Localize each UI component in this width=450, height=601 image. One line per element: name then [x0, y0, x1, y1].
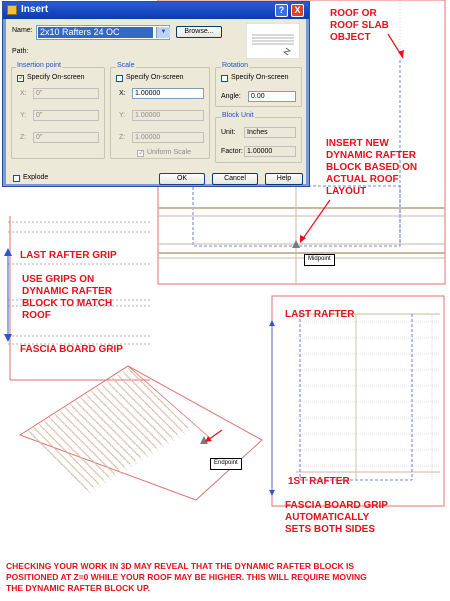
- scale-y-field[interactable]: [132, 110, 204, 121]
- scale-z-value: 1.00000: [135, 134, 161, 141]
- block-preview-image: [246, 23, 300, 59]
- insertion-y-field[interactable]: [33, 110, 99, 121]
- rafter-line: [30, 433, 90, 493]
- insert-block-line-4: ACTUAL ROOF: [326, 174, 399, 185]
- scale-specify-label: Specify On-screen: [126, 74, 184, 81]
- insertion-point-title: Insertion point: [17, 62, 61, 69]
- name-label: Name:: [12, 27, 33, 34]
- chevron-down-icon[interactable]: ▼: [156, 27, 170, 38]
- insertion-specify-label: Specify On-screen: [27, 74, 85, 81]
- rafter-line: [46, 423, 106, 483]
- block-unit-title: Block Unit: [222, 112, 254, 119]
- use-grips-line-4: ROOF: [22, 310, 51, 321]
- scale-z-label: Z:: [119, 134, 126, 141]
- first-rafter-annotation: 1ST RAFTER: [288, 476, 350, 487]
- ok-button[interactable]: [159, 173, 205, 185]
- explode-label: Explode: [23, 174, 49, 181]
- footer-line-2: POSITIONED AT Z=0 WHILE YOUR ROOF MAY BE HIGHER. THIS WILL REQUIRE MOVING: [6, 572, 367, 582]
- rafter-line: [128, 368, 188, 428]
- insertion-z-label: Z:: [20, 134, 27, 141]
- insert-block-annotation: [326, 138, 417, 198]
- check-icon: ✓: [18, 73, 25, 82]
- rafter-line: [28, 430, 88, 490]
- insertion-z-value: 0": [36, 134, 43, 141]
- rafter-line: [86, 394, 146, 454]
- help-glyph: ?: [278, 5, 285, 15]
- fascia-grip-annotation: FASCIA BOARD GRIP: [20, 344, 123, 355]
- footer-note: [6, 561, 367, 594]
- roof-slab-line-2: ROOF SLAB: [330, 20, 389, 31]
- fascia-auto-annotation: [285, 500, 388, 536]
- roof-slab-annotation: [330, 8, 389, 44]
- autocad-app-icon: [7, 5, 17, 15]
- close-button[interactable]: [291, 4, 304, 17]
- uniform-scale-label: Uniform Scale: [147, 149, 191, 156]
- midpoint-tooltip-text: Midpoint: [308, 256, 331, 262]
- rotation-specify-label: Specify On-screen: [231, 74, 289, 81]
- unit-label: Unit:: [221, 129, 236, 136]
- rafter-line: [41, 426, 101, 486]
- rafter-line: [39, 423, 99, 483]
- name-value: 2x10 Rafters 24 OC: [40, 27, 120, 37]
- use-grips-line-1: USE GRIPS ON: [22, 274, 95, 285]
- rotation-specify-checkbox[interactable]: [221, 75, 228, 82]
- unit-field: [244, 127, 296, 138]
- last-rafter-annotation: LAST RAFTER: [285, 309, 355, 320]
- insert-block-line-3: BLOCK BASED ON: [326, 162, 418, 173]
- rafter-line: [65, 407, 125, 467]
- factor-label: Factor:: [221, 148, 243, 155]
- rafter-line: [123, 371, 183, 431]
- insertion-z-field[interactable]: [33, 132, 99, 143]
- rafter-line: [81, 397, 141, 457]
- insert-dialog: [2, 1, 310, 187]
- rafter-line: [49, 417, 109, 477]
- uniform-scale-checkbox[interactable]: [137, 150, 144, 157]
- help-button[interactable]: [265, 173, 303, 185]
- fascia-auto-line-3: SETS BOTH SIDES: [285, 524, 376, 535]
- scale-y-label: Y:: [119, 112, 126, 119]
- scale-z-field[interactable]: [132, 132, 204, 143]
- footer-line-3: THE DYNAMIC RAFTER BLOCK UP.: [6, 583, 150, 593]
- close-icon: X: [294, 5, 301, 15]
- use-grips-line-3: BLOCK TO MATCH: [22, 298, 113, 309]
- endpoint-tooltip: [210, 458, 242, 470]
- factor-field: [244, 146, 296, 157]
- last-rafter-grip-annotation: LAST RAFTER GRIP: [20, 250, 117, 261]
- use-grips-line-2: DYNAMIC RAFTER: [22, 286, 112, 297]
- angle-label: Angle:: [221, 93, 241, 100]
- scale-x-label: X:: [119, 90, 126, 97]
- fascia-auto-line-1: FASCIA BOARD GRIP: [285, 500, 388, 511]
- angle-value: 0.00: [251, 93, 265, 100]
- ok-label: OK: [176, 175, 188, 182]
- insert-block-line-1: INSERT NEW: [326, 138, 389, 149]
- name-combobox[interactable]: [36, 25, 170, 40]
- dialog-title: Insert: [21, 4, 49, 15]
- use-grips-annotation: [22, 274, 112, 322]
- path-label: Path:: [12, 48, 29, 55]
- rafter-line: [91, 391, 151, 451]
- explode-checkbox[interactable]: [13, 175, 20, 182]
- insertion-y-label: Y:: [20, 112, 27, 119]
- roof-slab-line-1: ROOF OR: [330, 8, 377, 19]
- help-title-button[interactable]: [275, 4, 288, 17]
- dialog-titlebar[interactable]: [3, 2, 309, 19]
- insert-block-line-2: DYNAMIC RAFTER: [326, 150, 416, 161]
- browse-label: Browse...: [184, 28, 214, 35]
- rafter-line: [60, 410, 120, 470]
- scale-title: Scale: [117, 62, 135, 69]
- insert-block-line-5: LAYOUT: [326, 186, 367, 197]
- rafter-line: [75, 401, 135, 461]
- rafter-line: [44, 420, 104, 480]
- scale-specify-checkbox[interactable]: [116, 75, 123, 82]
- rafter-line: [33, 427, 93, 487]
- unit-value: Inches: [247, 129, 268, 136]
- browse-button[interactable]: [176, 26, 222, 38]
- rafter-line: [96, 388, 156, 448]
- angle-field[interactable]: [248, 91, 296, 102]
- scale-y-value: 1.00000: [135, 112, 161, 119]
- cancel-button[interactable]: [212, 173, 258, 185]
- scale-x-field[interactable]: [132, 88, 204, 99]
- rafter-line: [70, 404, 130, 464]
- insertion-x-label: X:: [20, 90, 27, 97]
- insertion-specify-checkbox[interactable]: [17, 75, 24, 82]
- rafter-line: [112, 378, 172, 438]
- insertion-x-field[interactable]: [33, 88, 99, 99]
- insertion-x-value: 0": [36, 90, 43, 97]
- roof-slab-line-3: OBJECT: [330, 32, 371, 43]
- check-icon: ✓: [138, 148, 145, 157]
- endpoint-tooltip-text: Endpoint: [214, 460, 238, 466]
- rafter-line: [107, 381, 167, 441]
- footer-line-1: CHECKING YOUR WORK IN 3D MAY REVEAL THAT THE DYNAMIC RAFTER BLOCK IS: [6, 561, 355, 571]
- cancel-label: Cancel: [224, 175, 246, 182]
- insertion-y-value: 0": [36, 112, 43, 119]
- fascia-auto-line-2: AUTOMATICALLY: [285, 512, 370, 523]
- dialog-body: [6, 19, 306, 184]
- help-label: Help: [276, 175, 292, 182]
- factor-value: 1.00000: [247, 148, 273, 155]
- midpoint-tooltip: [304, 254, 335, 266]
- rafter-line: [102, 384, 162, 444]
- scale-x-value: 1.00000: [135, 90, 161, 97]
- rafter-line: [54, 414, 114, 474]
- rotation-title: Rotation: [222, 62, 249, 69]
